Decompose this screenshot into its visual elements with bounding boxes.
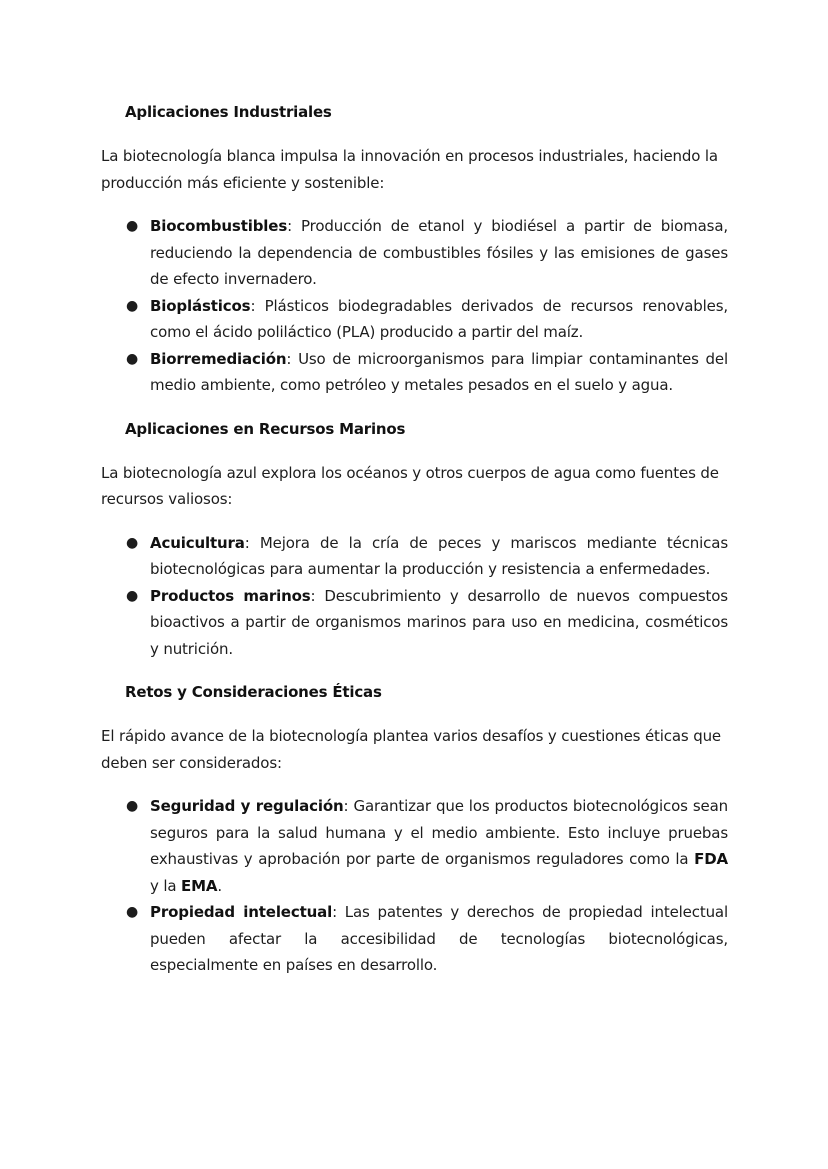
bullet-icon: ● <box>126 534 139 551</box>
list-item <box>101 530 728 583</box>
item-term: Biorremediación <box>150 349 287 368</box>
item-text-mid: y la <box>150 876 182 895</box>
item-text: : Mejora de la cría de peces y mariscos mediante técnicas biotecnológicas para aumentar la producción y resistencia a enfermedades. <box>150 533 728 578</box>
item-text: : Las patentes y derechos de propiedad intelectual pueden afectar la accesibilidad de tecnologías biotecnológicas, especialmente en países en desarrollo. <box>150 903 728 974</box>
list-item <box>101 583 728 663</box>
item-term: Bioplásticos <box>150 296 251 315</box>
section-retos-eticos <box>101 681 728 979</box>
section-intro: El rápido avance de la biotecnología plantea varios desafíos y cuestiones éticas que deben ser considerados: <box>101 727 722 772</box>
bullet-icon: ● <box>126 297 139 314</box>
list-item <box>101 293 728 346</box>
section-intro: La biotecnología blanca impulsa la innovación en procesos industriales, haciendo la producción más eficiente y sostenible: <box>101 147 718 192</box>
item-term: Seguridad y regulación <box>150 797 344 815</box>
bullet-icon: ● <box>126 587 139 604</box>
bullet-list <box>101 530 728 663</box>
fda-acronym: FDA <box>694 850 728 868</box>
section-recursos-marinos <box>101 418 728 663</box>
list-item <box>101 899 728 979</box>
bullet-icon: ● <box>126 218 139 234</box>
section-aplicaciones-industriales <box>101 101 728 399</box>
bullet-list <box>101 213 728 399</box>
item-term: Productos marinos <box>150 586 311 605</box>
item-term: Propiedad intelectual <box>150 903 333 921</box>
item-text: : Descubrimiento y desarrollo de nuevos compuestos bioactivos a partir de organismos marinos para uso en medicina, cosméticos y nutrición. <box>150 586 728 658</box>
section-intro: La biotecnología azul explora los océanos y otros cuerpos de agua como fuentes de recursos valiosos: <box>101 463 719 508</box>
item-term: Acuicultura <box>150 533 245 552</box>
section-heading: Aplicaciones en Recursos Marinos <box>125 419 406 438</box>
list-item <box>101 213 728 293</box>
ema-acronym: EMA <box>181 876 218 895</box>
bullet-icon: ● <box>126 904 139 920</box>
item-text: : Uso de microorganismos para limpiar contaminantes del medio ambiente, como petróleo y metales pesados en el suelo y agua. <box>150 349 728 394</box>
list-item <box>101 793 728 899</box>
bullet-icon: ● <box>126 350 139 367</box>
item-text: : Producción de etanol y biodiésel a partir de biomasa, reduciendo la dependencia de combustibles fósiles y las emisiones de gases de efecto invernadero. <box>150 217 728 288</box>
item-text: : Plásticos biodegradables derivados de recursos renovables, como el ácido poliláctico (PLA) producido a partir del maíz. <box>150 296 728 341</box>
list-item <box>101 346 728 399</box>
item-text-end: . <box>217 876 222 895</box>
section-heading: Retos y Consideraciones Éticas <box>125 683 382 701</box>
bullet-list <box>101 793 728 979</box>
bullet-icon: ● <box>126 798 139 814</box>
section-heading: Aplicaciones Industriales <box>125 103 332 121</box>
item-text: : Garantizar que los productos biotecnológicos sean seguros para la salud humana y el medio ambiente. Esto incluye pruebas exhaustivas y aprobación por parte de organismos reguladores como la <box>150 797 729 868</box>
item-term: Biocombustibles <box>150 217 288 235</box>
